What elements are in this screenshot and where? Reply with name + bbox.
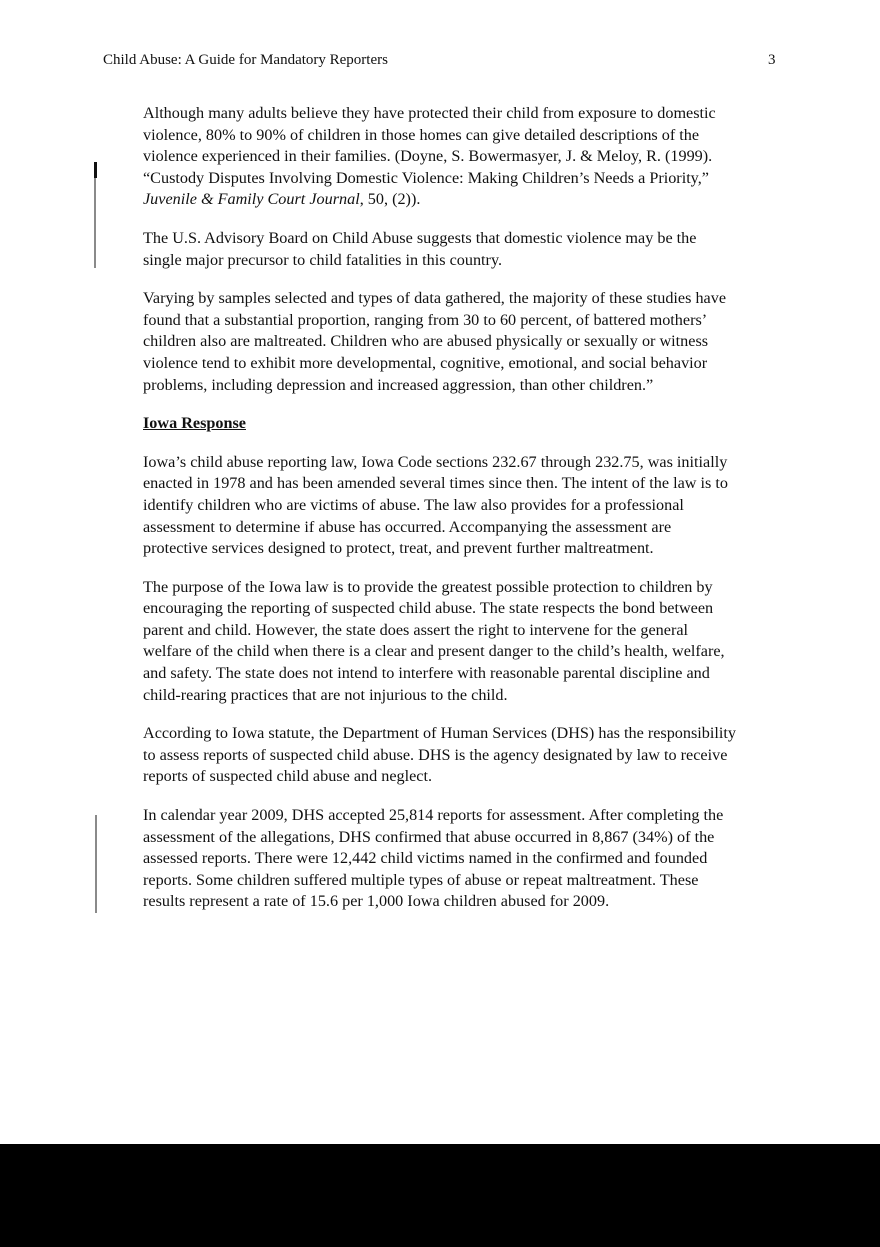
journal-title: Juvenile & Family Court Journal xyxy=(143,190,360,209)
paragraph-2009-statistics: In calendar year 2009, DHS accepted 25,814 reports for assessment. After completing the assessment of the allegations, DHS confirmed that abuse occurred in 8,867 (34%) of the assessed reports. There were 12,442 child victims named in the confirmed and founded reports. Some children suffered multiple types of abuse or repeat maltreatment. These results represent a rate of 15.6 per 1,000 Iowa children abused for 2009. xyxy=(143,806,724,911)
paragraph-domestic-violence-exposure: Although many adults believe they have protected their child from exposure to domestic violence, 80% to 90% of children in those homes can give detailed descriptions of the violence experienced in their families. (Doyne, S. Bowermasyer, J. & Meloy, R. (1999). “Custody Disputes Involving Domestic Violence: Making Children’s Needs a Priority,” Juvenile & Family Court Journal, 50, (2)). xyxy=(143,103,783,211)
paragraph-studies: Varying by samples selected and types of data gathered, the majority of these studies have found that a substantial proportion, ranging from 30 to 60 percent, of battered mothers’ children also are maltreated. Children who are abused physically or sexually or witness violence tend to exhibit more developmental, cognitive, emotional, and social behavior problems, including depression and increased aggression, than other children.” xyxy=(143,289,727,394)
citation-line: Juvenile & Family Court Journal, 50, (2)). xyxy=(143,190,421,209)
document-body xyxy=(143,103,783,930)
paragraph-dhs-responsibility: According to Iowa statute, the Department of Human Services (DHS) has the responsibility to assess reports of suspected child abuse. DHS is the agency designated by law to receive reports of suspected child abuse and neglect. xyxy=(143,724,736,786)
running-header-title: Child Abuse: A Guide for Mandatory Reporters xyxy=(103,52,388,68)
revision-change-bar xyxy=(94,162,96,268)
revision-change-bar xyxy=(95,815,97,913)
paragraph-iowa-law: Iowa’s child abuse reporting law, Iowa Code sections 232.67 through 232.75, was initially enacted in 1978 and has been amended several times since then. The intent of the law is to identify children who are victims of abuse. The law also provides for a professional assessment to determine if abuse has occurred. Accompanying the assessment are protective services designed to protect, treat, and prevent further maltreatment. xyxy=(143,452,728,558)
paragraph-purpose: The purpose of the Iowa law is to provide the greatest possible protection to children by encouraging the reporting of suspected child abuse. The state respects the bond between parent and child. However, the state does assert the right to intervene for the general welfare of the child when there is a clear and present danger to the child’s health, welfare, and safety. The state does not intend to interfere with reasonable parental discipline and child-rearing practices that are not injurious to the child. xyxy=(143,577,725,704)
page-number: 3 xyxy=(768,52,776,68)
paragraph-advisory-board: The U.S. Advisory Board on Child Abuse suggests that domestic violence may be the single major precursor to child fatalities in this country. xyxy=(143,228,697,269)
section-heading-iowa-response: Iowa Response xyxy=(143,414,246,433)
